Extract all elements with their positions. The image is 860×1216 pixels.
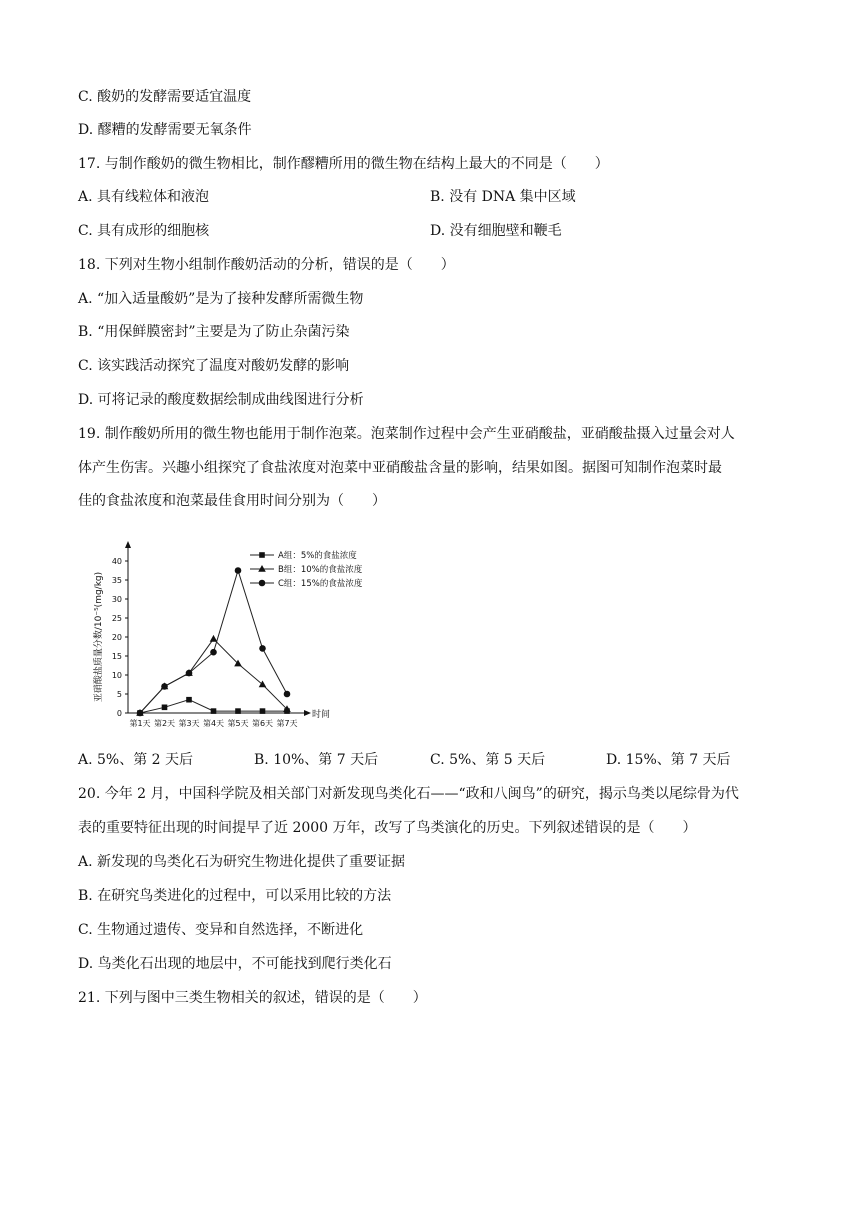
y-tick-label: 35: [111, 576, 122, 585]
q20-stem-line-2: 表的重要特征出现的时间提早了近 2000 万年，改写了鸟类演化的历史。下列叙述错误的是（ ）: [78, 820, 697, 836]
series-line-3: [140, 571, 287, 714]
x-tick-label: 第7天: [276, 719, 298, 728]
q17-option-d: D. 没有细胞壁和鞭毛: [430, 223, 562, 239]
q19-stem-line-3: 佳的食盐浓度和泡菜最佳食用时间分别为（ ）: [78, 493, 386, 509]
data-point: [161, 683, 168, 690]
q18-option-c: C. 该实践活动探究了温度对酸奶发酵的影响: [78, 358, 350, 374]
q20-option-c: C. 生物通过遗传、变异和自然选择，不断进化: [78, 922, 364, 938]
legend-marker: [258, 565, 266, 572]
y-tick-label: 30: [111, 595, 122, 604]
data-point: [211, 708, 217, 714]
q17-option-a: A. 具有线粒体和液泡: [78, 189, 210, 205]
q19-stem-line-1: 19. 制作酸奶所用的微生物也能用于制作泡菜。泡菜制作过程中会产生亚硝酸盐，亚硝酸盐摄入过量会对人: [78, 426, 735, 442]
data-point: [259, 681, 267, 688]
q18-option-b: B. “用保鲜膜密封”主要是为了防止杂菌污染: [78, 324, 350, 340]
y-tick-label: 0: [116, 709, 122, 718]
data-point: [186, 670, 193, 677]
q19-stem-line-2: 体产生伤害。兴趣小组探究了食盐浓度对泡菜中亚硝酸盐含量的影响，结果如图。据图可知制作泡菜时最: [78, 460, 722, 476]
legend-marker: [259, 580, 266, 587]
y-tick-label: 20: [111, 633, 122, 642]
data-point: [210, 649, 217, 656]
q17-stem: 17. 与制作酸奶的微生物相比，制作醪糟所用的微生物在结构上最大的不同是（ ）: [78, 156, 609, 172]
q16-option-c: C. 酸奶的发酵需要适宜温度: [78, 89, 252, 105]
y-axis-label: 亚硝酸盐质量分数/10⁻⁵(mg/kg): [94, 571, 104, 703]
chart-legend: [250, 550, 363, 589]
q19-option-b: B. 10%、第 7 天后: [254, 752, 379, 768]
y-tick-label: 10: [111, 671, 122, 680]
y-tick-label: 15: [111, 652, 122, 661]
legend-label: C组：15%的食盐浓度: [278, 579, 363, 589]
nitrite-chart: [78, 535, 398, 735]
data-point: [137, 710, 144, 717]
legend-marker: [259, 552, 265, 558]
q20-stem-line-1: 20. 今年 2 月，中国科学院及相关部门对新发现鸟类化石——“政和八闽鸟”的研究，揭示鸟类以尾综骨为代: [78, 786, 739, 802]
x-tick-label: 第5天: [227, 719, 249, 728]
data-point: [186, 697, 192, 703]
q19-option-d: D. 15%、第 7 天后: [606, 752, 731, 768]
data-point: [235, 708, 241, 714]
q18-stem: 18. 下列对生物小组制作酸奶活动的分析，错误的是（ ）: [78, 257, 455, 273]
q16-option-d: D. 醪糟的发酵需要无氧条件: [78, 122, 252, 138]
x-tick-label: 第4天: [202, 719, 225, 728]
x-tick-label: 第6天: [251, 719, 274, 728]
q19-option-a: A. 5%、第 2 天后: [78, 752, 194, 768]
x-tick-label: 第3天: [178, 719, 200, 728]
y-tick-label: 40: [111, 557, 122, 566]
y-axis-arrow: [125, 541, 131, 548]
q17-option-b: B. 没有 DNA 集中区域: [430, 189, 576, 205]
data-point: [162, 705, 168, 711]
q20-option-d: D. 鸟类化石出现的地层中，不可能找到爬行类化石: [78, 956, 392, 972]
x-axis-arrow: [304, 710, 311, 716]
chart-marks: [136, 567, 291, 716]
data-point: [260, 708, 266, 714]
q20-option-a: A. 新发现的鸟类化石为研究生物进化提供了重要证据: [78, 854, 406, 870]
data-point: [259, 645, 266, 652]
data-point: [210, 635, 218, 642]
q18-option-d: D. 可将记录的酸度数据绘制成曲线图进行分析: [78, 392, 364, 408]
x-tick-label: 第1天: [129, 719, 151, 728]
q18-option-a: A. “加入适量酸奶”是为了接种发酵所需微生物: [78, 291, 364, 307]
q20-option-b: B. 在研究鸟类进化的过程中，可以采用比较的方法: [78, 888, 392, 904]
data-point: [235, 567, 242, 574]
y-tick-label: 25: [111, 614, 122, 623]
legend-label: A组：5%的食盐浓度: [278, 551, 357, 561]
q17-option-c: C. 具有成形的细胞核: [78, 223, 210, 239]
q19-option-c: C. 5%、第 5 天后: [430, 752, 546, 768]
x-axis-label: 时间: [312, 710, 331, 720]
legend-label: B组：10%的食盐浓度: [278, 565, 363, 575]
y-tick-label: 5: [116, 690, 122, 699]
data-point: [284, 691, 291, 698]
x-tick-label: 第2天: [153, 719, 176, 728]
q21-stem: 21. 下列与图中三类生物相关的叙述，错误的是（ ）: [78, 990, 427, 1006]
